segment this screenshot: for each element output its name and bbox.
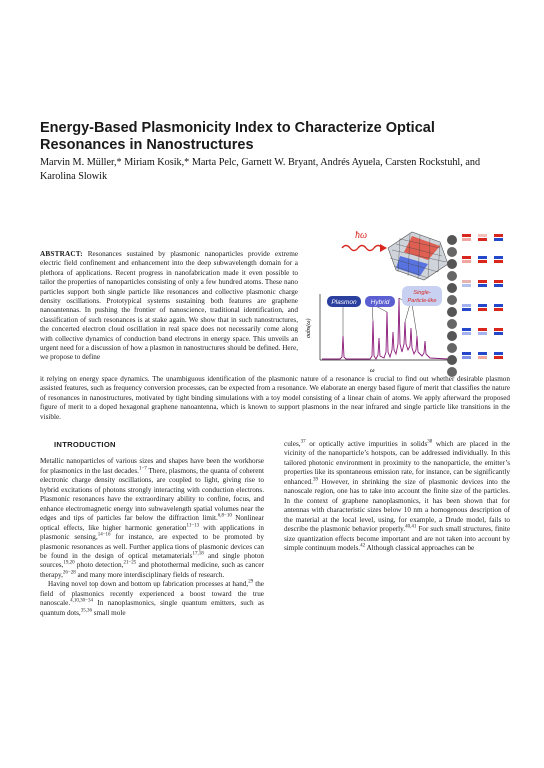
citation: 38 (427, 439, 433, 445)
citation: 19,20 (63, 561, 75, 567)
citation: 39 (312, 477, 318, 483)
hybrid-tag (365, 296, 395, 307)
charge-distributions (462, 234, 503, 359)
plasmon-label: Plasmon (331, 299, 357, 306)
single-label-line1: Single- (413, 290, 431, 296)
author-list: Marvin M. Müller,* Miriam Kosik,* Marta Pelc, Garnett W. Bryant, Andrés Ayuela, Carsten Rockstuhl, and Karolina Slowik (40, 157, 481, 182)
citation: 4,10,30−34 (70, 598, 93, 604)
paragraph: cules,$^{37}$ or optically active impurities in solids$^{38}$ which are placed in the vicinity of the nanoparticle’s hotspots, can be addressed individually. In this tailored photonic environment in proximity to the nanoparticle, the emitter’s properties like its spontaneous emission rate, for instance, can be significantly enhanced.$^{39}$ However, in shrinking the size of plasmonic devices into the nanoscale region, one has to take into account the finite size of the particles. In the context of graphene nanoplasmonics, it has been shown that for antennas with characteristic sizes below 10 nm a homogenous description of the material at the local level, using, for example, a Drude model, fails to describe the plasmonic behavior properly.$^{40,41}$ For such small structures, finite size quantization effects become important and are not taken into account by simple continuum models.$^{42}$ Although classical approaches can be (284, 439, 511, 552)
paper-title: Energy-Based Plasmonicity Index to Characterize Optical Resonances in Nanostructures (40, 120, 435, 153)
light-label: ħω (355, 230, 368, 241)
light-wave-icon (342, 246, 382, 251)
plasmon-tag (327, 296, 361, 307)
paragraph: Having novel top down and bottom up fabrication processes at hand,$^{29}$ the field of plasmonics recently experienced a boost toward the true nanoscale.$^{4,10,30-34}$ In nanoplasmonics, single quantum emitters, such as quantum dots,$^{35,36}$ small mole (40, 579, 265, 617)
citation: 29 (248, 579, 254, 585)
abstract-text-part1 (40, 250, 298, 363)
body-column-left (40, 440, 264, 618)
citation: 14−16 (97, 532, 111, 538)
section-heading: INTRODUCTION (54, 440, 116, 449)
citation: 17,18 (192, 551, 204, 557)
citation: 40,41 (405, 524, 417, 530)
citation: 35,36 (80, 608, 92, 614)
absorption-spectrum (322, 298, 448, 359)
citation: 1−7 (138, 466, 147, 472)
citation: 26−28 (62, 570, 76, 576)
y-axis-label: σabs(ω) (306, 318, 312, 338)
citation: 21−25 (123, 561, 137, 567)
single-label-line2: Particle-like (407, 298, 437, 304)
x-axis-label: ω (370, 367, 375, 374)
graphene-flake (388, 232, 448, 280)
hybrid-label: Hybrid (370, 299, 390, 306)
atom-chain (447, 235, 457, 377)
citation: 6,8−10 (217, 513, 232, 519)
citation: 37 (300, 439, 306, 445)
citation: 11−13 (186, 523, 200, 529)
toc-figure (300, 226, 515, 378)
single-particle-tag (402, 286, 442, 306)
abstract-label: ABSTRACT: (40, 250, 83, 258)
citation: 42 (360, 543, 366, 549)
abstract-body-part1: Resonances sustained by plasmonic nanoparticles provide extreme electric field confinement and enhancement into the deep subwavelength domain for a plethora of applications. Recent progress in nanofabrication made it even possible to tailor the properties of nanoparticles consisting of only a few hundred atoms. These nano particles support both single particle like resonances and collective plasmonic charge density oscillations. Prototypical systems sustaining both features are graphene nanoantennas. In pushing the frontier of nanoscience, traditional identification, and classification of such resonances is at stake again. We show that in such nanostructures, the concerted electron cloud oscillation in real space does not necessarily come along with collective dynamics of conduction band electrons in energy space. This unveils an urgent need for a discussion of how a plasmon in nanostructures should be defined. Here, we propose to define (40, 250, 299, 362)
abstract-text-part2: it relying on energy space dynamics. The unambiguous identification of the plasmonic nature of a resonance is crucial to find out whether desirable plasmon assisted features, such as frequency conversion processes, can be expected from a resonance. We elaborate an energy based figure of merit that classifies the nature of resonances in nanostructures, motivated by tight binding simulations with a toy model consisting of a linear chain of atoms. We apply afterward the proposed figure of merit to a doped hexagonal graphene nanoantenna, which is known to support plasmons in the near infrared and single particle like transitions in the visible. (40, 375, 510, 421)
body-column-right (284, 440, 510, 553)
paragraph: Metallic nanoparticles of various sizes and shapes have been the workhorse for plasmonics in the last decades.$^{1-7}$ There, plasmons, the quanta of coherent electronic charge density oscillations, are coupled to light, giving rise to hybrid excitations of photons strongly interacting with conduction electrons. Plasmonic resonances have the extraordinary ability to confine, focus, and enhance electromagnetic energy into subwavelength spatial volumes near the edges and tips of particles far below the diffraction limit.$^{6,8-10}$ Nonlinear optical effects, like higher harmonic generation$^{11-13}$ with applications in plasmonic sensing,$^{14-16}$ for instance, are expected to be promoted by plasmonic resonances as well. Further applica tions of plasmonic devices can be found in the design of optical metamaterials$^{17,18}$ and single photon sources,$^{19,20}$ photo detection,$^{21-25}$ and photothermal medicine, such as cancer therapy,$^{26-28}$ and many more interdisciplinary fields of research. (40, 457, 265, 579)
